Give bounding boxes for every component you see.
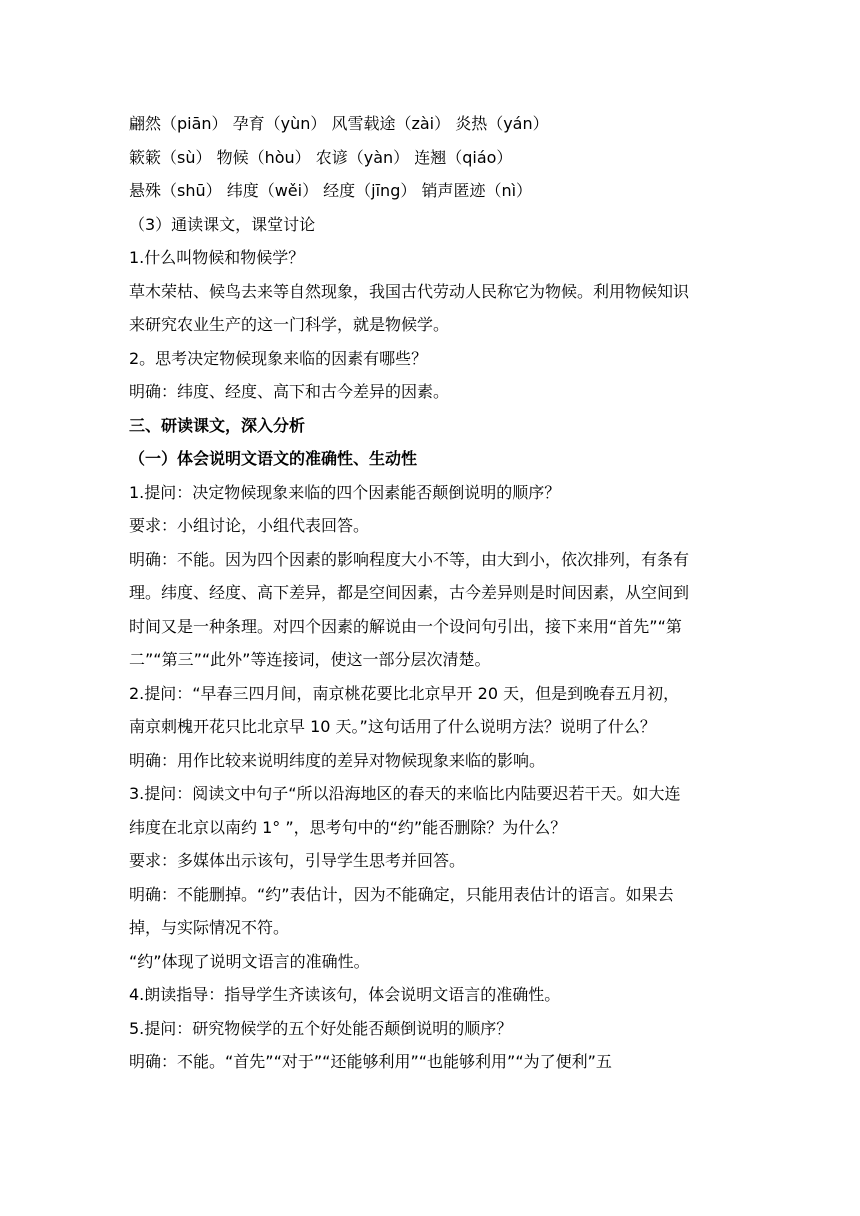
text-line: 草木荣枯、候鸟去来等自然现象，我国古代劳动人民称它为物候。利用物候知识 <box>129 281 690 301</box>
text-line: 翩然（piān） 孕育（yùn） 风雪载途（zài） 炎热（yán） <box>129 114 549 133</box>
text-line: 二”“第三”“此外”等连接词，使这一部分层次清楚。 <box>129 650 491 669</box>
text-line: 南京刺槐开花只比北京早 10 天。”这句话用了什么说明方法？说明了什么？ <box>129 717 656 736</box>
text-line: 明确：用作比较来说明纬度的差异对物候现象来临的影响。 <box>129 750 546 770</box>
text-line: 明确：纬度、经度、高下和古今差异的因素。 <box>129 382 450 401</box>
text-line: 要求：小组讨论，小组代表回答。 <box>129 516 370 535</box>
text-line: 1.提问：决定物候现象来临的四个因素能否颠倒说明的顺序？ <box>129 482 561 502</box>
document-body <box>129 107 739 1079</box>
text-line: 来研究农业生产的这一门科学，就是物候学。 <box>129 315 450 334</box>
text-line: 纬度在北京以南约 1° ”，思考句中的“约”能否删除？为什么？ <box>129 817 567 837</box>
text-line: 3.提问：阅读文中句子“所以沿海地区的春天的来临比内陆要迟若干天。如大连 <box>129 784 681 803</box>
text-line: 明确：不能。“首先”“对于”“还能够利用”“也能够利用”“为了便利”五 <box>129 1052 612 1071</box>
text-line: 时间又是一种条理。对四个因素的解说由一个设问句引出，接下来用“首先”“第 <box>129 616 682 636</box>
text-line: 掉，与实际情况不符。 <box>129 918 290 937</box>
text-line: 理。纬度、经度、高下差异，都是空间因素，古今差异则是时间因素，从空间到 <box>129 583 690 602</box>
section-heading: 三、研读课文，深入分析 <box>129 415 306 435</box>
section-heading: （一）体会说明文语文的准确性、生动性 <box>129 449 418 468</box>
text-line: 明确：不能。因为四个因素的影响程度大小不等，由大到小，依次排列，有条有 <box>129 549 690 569</box>
text-line: （3）通读课文，课堂讨论 <box>129 214 316 234</box>
text-line: 2.提问：“早春三四月间，南京桃花要比北京早开 20 天，但是到晚春五月初， <box>129 683 680 703</box>
text-line: 1.什么叫物候和物候学？ <box>129 248 305 267</box>
text-line: 要求：多媒体出示该句，引导学生思考并回答。 <box>129 851 466 870</box>
text-line: 4.朗读指导：指导学生齐读该句，体会说明文语言的准确性。 <box>129 985 561 1004</box>
text-line: 簌簌（sù） 物候（hòu） 农谚（yàn） 连翘（qiáo） <box>129 147 513 167</box>
text-line: 悬殊（shū） 纬度（wěi） 经度（jīng） 销声匿迹（nì） <box>129 181 533 200</box>
text-line: 2。思考决定物候现象来临的因素有哪些？ <box>129 348 428 368</box>
text-line: 明确：不能删掉。“约”表估计，因为不能确定，只能用表估计的语言。如果去 <box>129 884 674 904</box>
text-line: “约”体现了说明文语言的准确性。 <box>129 951 370 971</box>
text-line: 5.提问：研究物候学的五个好处能否颠倒说明的顺序？ <box>129 1018 513 1038</box>
